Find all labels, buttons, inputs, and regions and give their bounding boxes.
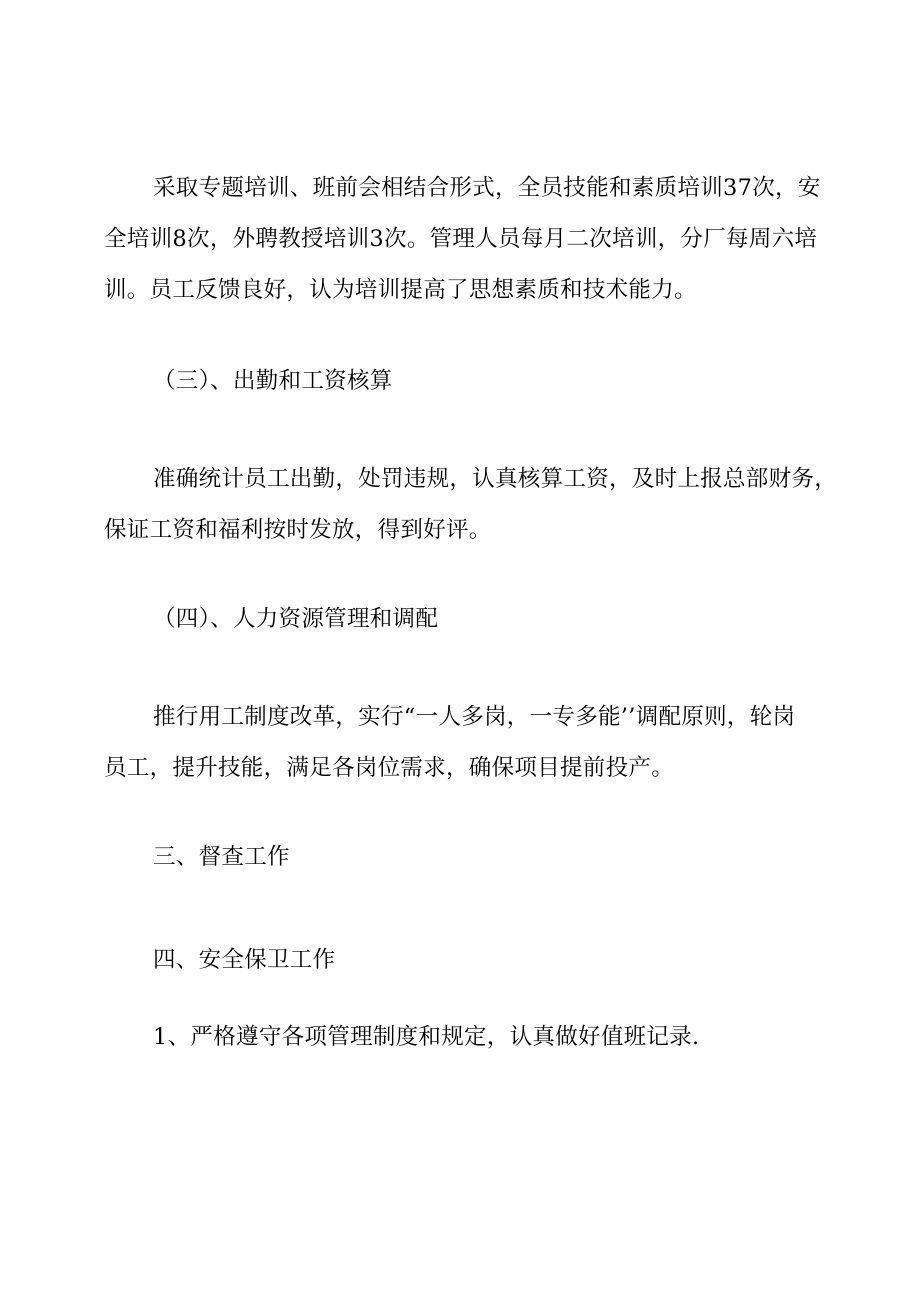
paragraph-hr-reform: [104, 692, 834, 794]
section-heading: 三、督查工作: [153, 844, 290, 870]
paragraph-line: 保证工资和福利按时发放，得到好评。: [104, 517, 492, 543]
paragraph-line: 准确统计员工出勤，处罚违规，认真核算工资，及时上报总部财务，: [153, 466, 838, 492]
heading-supervision: [104, 832, 834, 883]
paragraph-line: 推行用工制度改革，实行“一人多岗，一专多能’’调配原则，轮岗: [153, 704, 796, 730]
paragraph-line: 员工，提升技能，满足各岗位需求，确保项目提前投产。: [104, 755, 675, 781]
paragraph-line: 全培训8次，外聘教授培训3次。管理人员每月二次培训，分厂每周六培: [104, 226, 818, 252]
paragraph-line: 采取专题培训、班前会相结合形式，全员技能和素质培训37次，安: [153, 175, 821, 201]
section-heading: （三）、出勤和工资核算: [153, 368, 393, 394]
section-heading: 四、安全保卫工作: [153, 947, 336, 973]
list-item-text: 1、严格遵守各项管理制度和规定，认真做好值班记录.: [153, 1024, 700, 1050]
heading-hr-allocation: [104, 594, 834, 645]
paragraph-attendance: [104, 454, 838, 556]
paragraph-training: [104, 163, 834, 316]
heading-attendance-payroll: [104, 356, 834, 407]
section-heading: （四）、人力资源管理和调配: [153, 606, 439, 632]
heading-security: [104, 935, 834, 986]
list-item-security-1: [104, 1012, 834, 1063]
paragraph-line: 训。员工反馈良好，认为培训提高了思想素质和技术能力。: [104, 277, 697, 303]
